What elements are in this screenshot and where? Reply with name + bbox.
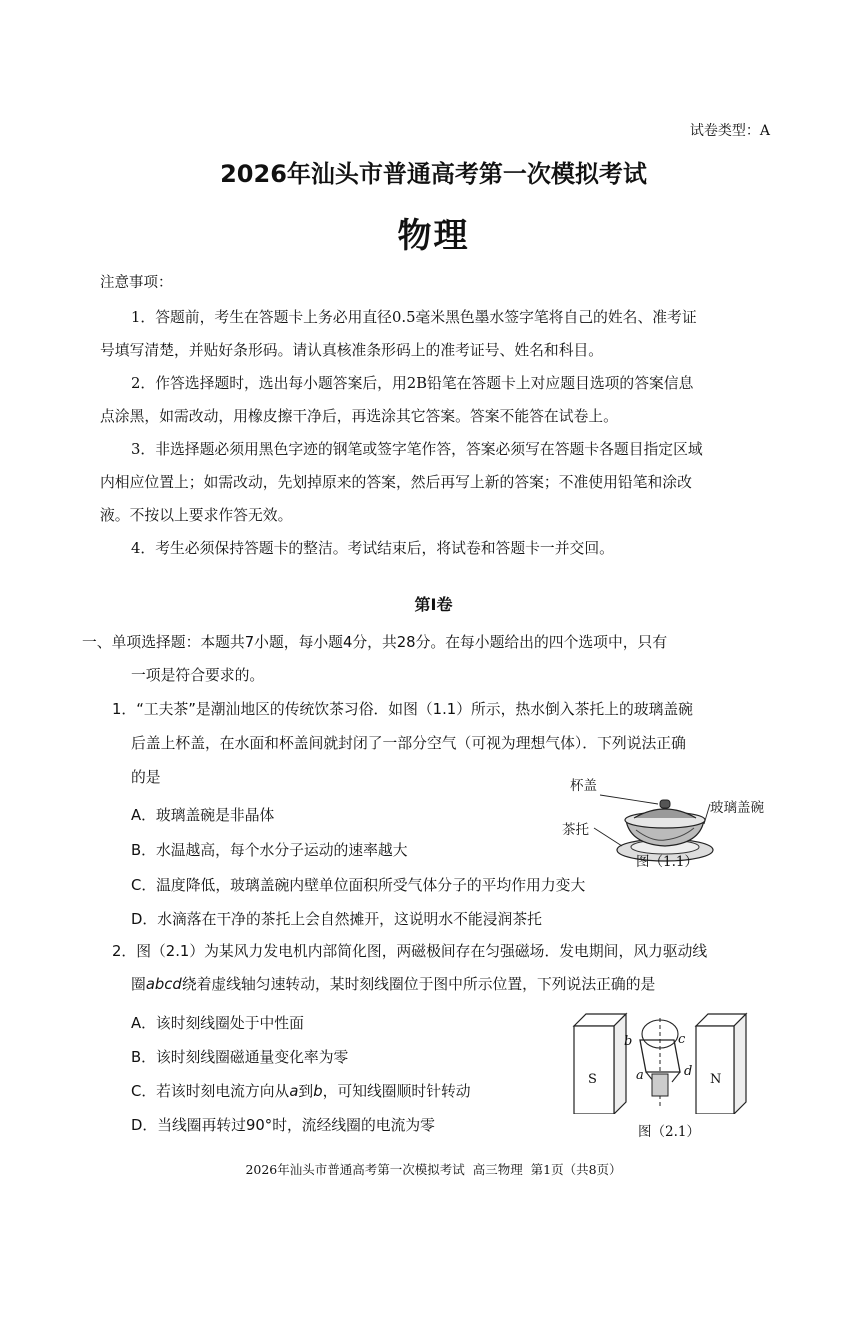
q2-stem-line-1: 2．图（2.1）为某风力发电机内部简化图，两磁极间存在匀强磁场．发电期间，风力驱动线 (112, 943, 708, 960)
exam-title: 2026年汕头市普通高考第一次模拟考试 (220, 160, 647, 188)
q2-option-b: B．该时刻线圈磁通量变化率为零 (131, 1049, 349, 1066)
note-3-line-1: 3．非选择题必须用黑色字迹的钢笔或签字笔作答，答案必须写在答题卡各题目指定区域 (131, 441, 703, 458)
q2-stem-text-pre: 圈 (131, 976, 146, 993)
figure-1-1-label-tray: 茶托 (562, 822, 589, 838)
q1-option-b: B．水温越高，每个水分子运动的速率越大 (131, 842, 408, 859)
part-1-heading-line-2: 一项是符合要求的。 (131, 667, 265, 684)
q2-stem-line-2 (131, 973, 655, 994)
q1-stem-line-2: 后盖上杯盖，在水面和杯盖间就封闭了一部分空气（可视为理想气体）．下列说法正确 (131, 735, 686, 752)
figure-2-1-label-c: c (678, 1032, 686, 1047)
note-3-line-3: 液。不按以上要求作答无效。 (100, 507, 293, 524)
q1-option-a: A．玻璃盖碗是非晶体 (131, 807, 275, 824)
q2-option-c-post: ，可知线圈顺时针转动 (322, 1083, 471, 1100)
note-1-line-1: 1．答题前，考生在答题卡上务必用直径0.5毫米黑色墨水签字笔将自己的姓名、准考证 (131, 309, 697, 326)
q1-option-d: D．水滴落在干净的茶托上会自然摊开，这说明水不能浸润茶托 (131, 911, 542, 928)
q1-stem-line-3: 的是 (131, 769, 161, 786)
figure-2-1-label-d: d (684, 1064, 693, 1079)
section-title: 第I卷 (414, 595, 453, 614)
figure-2-1-caption: 图（2.1） (638, 1124, 700, 1140)
subject-title: 物理 (397, 216, 470, 256)
q2-option-a: A．该时刻线圈处于中性面 (131, 1015, 304, 1032)
q1-option-c: C．温度降低，玻璃盖碗内壁单位面积所受气体分子的平均作用力变大 (131, 877, 586, 894)
note-1-line-2: 号填写清楚，并贴好条形码。请认真核准条形码上的准考证号、姓名和科目。 (100, 342, 604, 359)
figure-2-1 (570, 1010, 750, 1114)
q2-coil-name: abcd (145, 976, 182, 993)
page-footer: 2026年汕头市普通高考第一次模拟考试 高三物理 第1页（共8页） (245, 1162, 622, 1177)
q2-option-d: D．当线圈再转过90°时，流经线圈的电流为零 (131, 1117, 435, 1134)
notes-heading: 注意事项： (100, 275, 173, 291)
note-3-line-2: 内相应位置上；如需改动，先划掉原来的答案，然后再写上新的答案；不准使用铅笔和涂改 (100, 474, 692, 491)
paper-type-label: 试卷类型：A (689, 123, 770, 139)
part-1-heading-line-1: 一、单项选择题：本题共7小题，每小题4分，共28分。在每小题给出的四个选项中，只有 (82, 634, 668, 651)
q1-stem-line-1: 1．“工夫茶”是潮汕地区的传统饮茶习俗．如图（1.1）所示，热水倒入茶托上的玻璃盖碗 (112, 701, 693, 718)
figure-1-1-caption: 图（1.1） (636, 854, 698, 870)
figure-2-1-label-n: N (710, 1072, 722, 1087)
note-2-line-2: 点涂黑，如需改动，用橡皮擦干净后，再选涂其它答案。答案不能答在试卷上。 (100, 408, 618, 425)
q2-stem-text-post: 绕着虚线轴匀速转动，某时刻线圈位于图中所示位置，下列说法正确的是 (181, 976, 656, 993)
figure-2-1-label-b: b (624, 1034, 633, 1049)
figure-2-1-label-s: S (588, 1072, 597, 1087)
figure-1-1-label-bowl: 玻璃盖碗 (710, 800, 764, 816)
q2-option-c-pre: C．若该时刻电流方向从 (131, 1083, 290, 1100)
figure-2-1-label-a: a (636, 1068, 644, 1083)
q2-option-c-a: a (289, 1083, 299, 1100)
note-2-line-1: 2．作答选择题时，选出每小题答案后，用2B铅笔在答题卡上对应题目选项的答案信息 (131, 375, 694, 392)
note-4-line-1: 4．考生必须保持答题卡的整洁。考试结束后，将试卷和答题卡一并交回。 (131, 540, 614, 557)
generator-diagram (570, 1010, 750, 1114)
figure-1-1-label-lid: 杯盖 (570, 778, 597, 794)
q2-option-c-b: b (313, 1083, 323, 1100)
q2-option-c (131, 1080, 471, 1101)
q2-option-c-mid: 到 (298, 1083, 314, 1100)
